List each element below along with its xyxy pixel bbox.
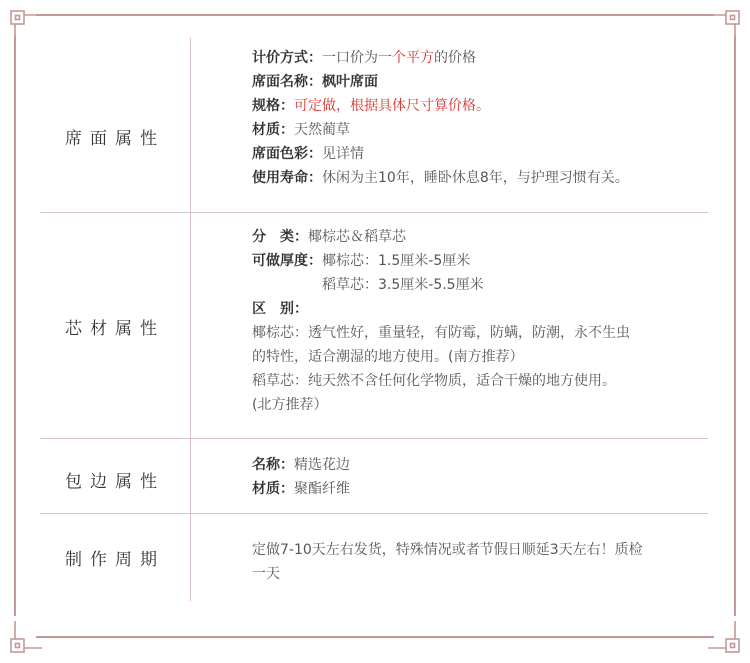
edging-name-value: 精选花边 <box>294 457 350 473</box>
spec-key: 规格： <box>252 98 294 114</box>
coco-desc-line-2: 的特性，适合潮湿的地方使用。(南方推荐） <box>252 349 524 365</box>
edging-name-key: 名称： <box>252 457 294 473</box>
thickness-coco: 椰棕芯：1.5厘米-5厘米 <box>322 253 471 269</box>
section-label-core-attributes: 芯材属性 <box>65 319 165 339</box>
mat-color-row <box>252 142 629 166</box>
frame-top-border <box>36 14 714 16</box>
edging-material-value: 聚酯纤维 <box>294 481 350 497</box>
difference-key: 区 别： <box>252 301 308 317</box>
mat-material-key: 材质： <box>252 122 294 138</box>
straw-desc-line-2: (北方推荐） <box>252 397 328 413</box>
section-body-core-attributes <box>252 225 630 417</box>
spec-value: 可定做，根据具体尺寸算价格。 <box>294 98 490 114</box>
row-divider-2 <box>40 438 708 439</box>
spec-row <box>252 94 629 118</box>
thickness-straw: 稻草芯：3.5厘米-5.5厘米 <box>322 277 484 293</box>
row-divider-1 <box>40 212 708 213</box>
coco-desc-line-1: 椰棕芯：透气性好，重量轻，有防霉，防螨，防潮，永不生虫 <box>252 325 630 341</box>
section-body-edging-attributes <box>252 453 350 501</box>
category-row <box>252 225 630 249</box>
mat-name-row <box>252 70 629 94</box>
thickness-row <box>252 249 630 273</box>
frame-left-border <box>14 36 16 616</box>
thickness-row-2 <box>252 273 630 297</box>
production-line-1: 定做7-10天左右发货，特殊情况或者节假日顺延3天左右！质检 <box>252 542 643 558</box>
category-key: 分 类： <box>252 229 308 245</box>
pricing-pre: 一口价为 <box>322 50 378 66</box>
lifespan-row <box>252 166 629 190</box>
row-divider-3 <box>40 513 708 514</box>
column-divider <box>190 38 191 601</box>
difference-row <box>252 297 630 321</box>
pricing-row <box>252 46 629 70</box>
pricing-key: 计价方式： <box>252 50 322 66</box>
pricing-post: 的价格 <box>434 50 476 66</box>
straw-desc-line-1: 稻草芯：纯天然不含任何化学物质，适合干燥的地方使用。 <box>252 373 616 389</box>
lifespan-value: 休闲为主10年，睡卧休息8年，与护理习惯有关。 <box>322 170 629 186</box>
section-body-production-cycle <box>252 538 643 586</box>
pricing-highlight: 一个平方 <box>378 50 434 66</box>
corner-ornament-bottom-left <box>8 619 44 655</box>
mat-name-key: 席面名称： <box>252 74 322 90</box>
mat-material-row <box>252 118 629 142</box>
mat-name-value: 枫叶席面 <box>322 74 378 90</box>
mat-color-value: 见详情 <box>322 146 364 162</box>
mat-material-value: 天然蔺草 <box>294 122 350 138</box>
frame-right-border <box>734 36 736 616</box>
section-label-mat-attributes: 席面属性 <box>65 129 165 149</box>
section-label-edging-attributes: 包边属性 <box>65 472 165 492</box>
corner-ornament-top-left <box>8 8 44 44</box>
edging-name-row <box>252 453 350 477</box>
frame-bottom-border <box>36 636 714 638</box>
category-value: 椰棕芯＆稻草芯 <box>308 229 406 245</box>
thickness-key: 可做厚度： <box>252 253 322 269</box>
edging-material-key: 材质： <box>252 481 294 497</box>
mat-color-key: 席面色彩： <box>252 146 322 162</box>
production-line-2: 一天 <box>252 566 280 582</box>
section-body-mat-attributes <box>252 46 629 190</box>
section-label-production-cycle: 制作周期 <box>65 550 165 570</box>
lifespan-key: 使用寿命： <box>252 170 322 186</box>
corner-ornament-top-right <box>706 8 742 44</box>
corner-ornament-bottom-right <box>706 619 742 655</box>
edging-material-row <box>252 477 350 501</box>
